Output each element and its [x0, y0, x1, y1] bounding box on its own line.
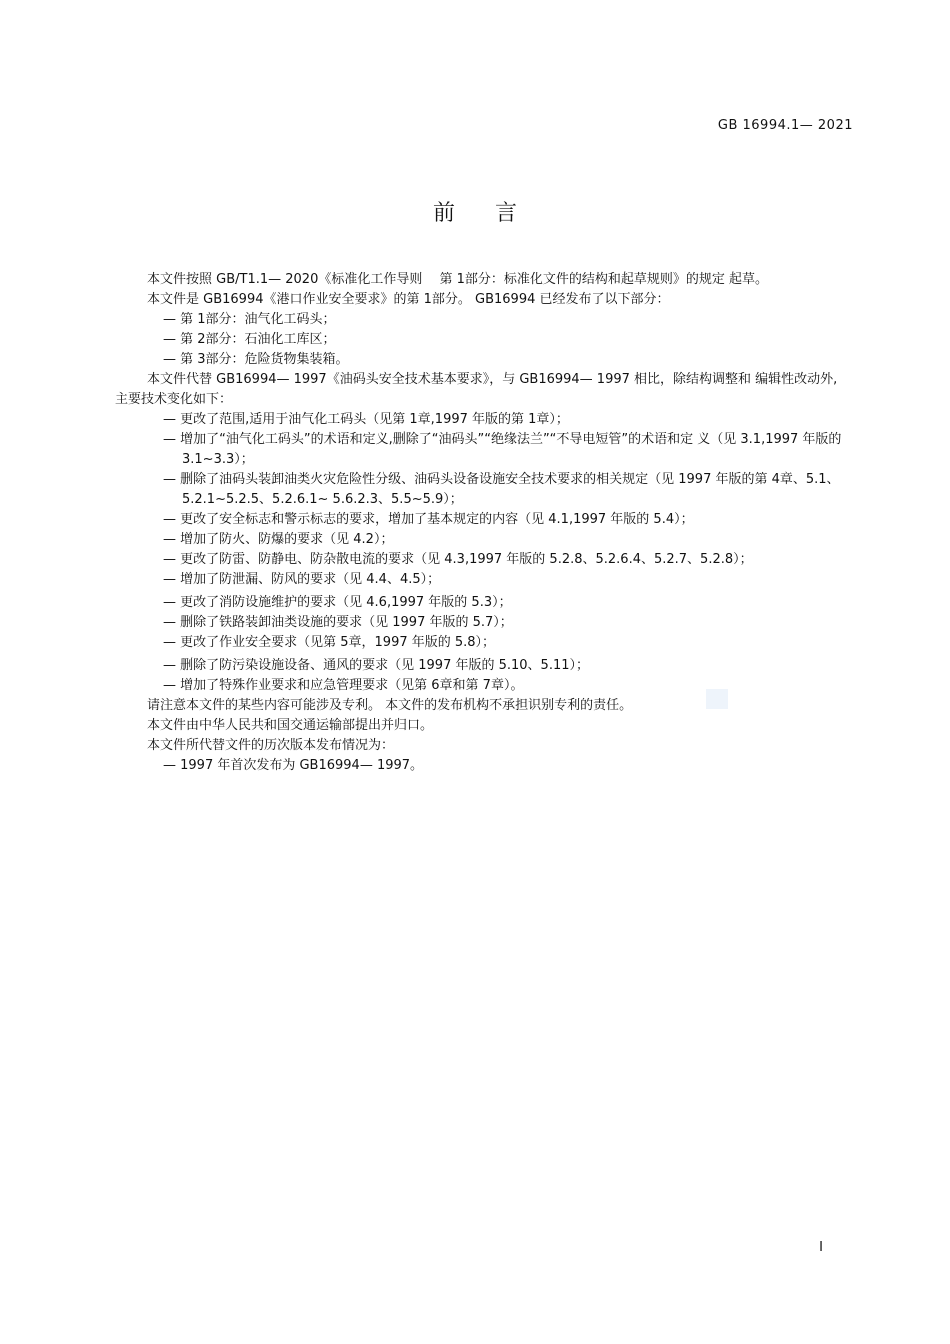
list-item-change: — 增加了特殊作业要求和应急管理要求（见第 6章和第 7章）。 — [163, 678, 524, 693]
paragraph-history: 本文件所代替文件的历次版本发布情况为： — [147, 738, 395, 753]
list-item-change: — 删除了油码头装卸油类火灾危险性分级、油码头设备设施安全技术要求的相关规定（见 1997 年版的第 4章、5.1、5.2.1~5.2.5、5.2.6.1~ 5.6.2.3、5.5~5.9）； — [163, 472, 840, 507]
list-item-history: — 1997 年首次发布为 GB16994— 1997。 — [163, 758, 424, 773]
foreword-body — [115, 270, 845, 776]
paragraph-patent-notice: 请注意本文件的某些内容可能涉及专利。 本文件的发布机构不承担识别专利的责任。 — [147, 698, 633, 713]
list-item-part-2: — 第 2部分：石油化工库区； — [163, 332, 336, 347]
list-item-change: — 更改了防雷、防静电、防杂散电流的要求（见 4.3,1997 年版的 5.2.8、5.2.6.4、5.2.7、5.2.8）； — [163, 552, 753, 567]
page-title: 前言 — [432, 201, 557, 226]
list-item-part-1: — 第 1部分：油气化工码头； — [163, 312, 336, 327]
paragraph-proposer: 本文件由中华人民共和国交通运输部提出并归口。 — [147, 718, 434, 733]
list-item-change: — 更改了消防设施维护的要求（见 4.6,1997 年版的 5.3）； — [163, 595, 512, 610]
list-item-change: — 删除了铁路装卸油类设施的要求（见 1997 年版的 5.7）； — [163, 615, 513, 630]
paragraph-drafting-rules: 本文件按照 GB/T1.1— 2020《标准化工作导则 第 1部分：标准化文件的结构和起草规则》的规定 起草。 — [147, 272, 769, 287]
list-item-change: — 增加了“油气化工码头”的术语和定义,删除了“油码头”“绝缘法兰”“不导电短管”的术语和定 义（见 3.1,1997 年版的 3.1~3.3）； — [163, 432, 842, 467]
list-item-change: — 更改了安全标志和警示标志的要求，增加了基本规定的内容（见 4.1,1997 年版的 5.4）； — [163, 512, 694, 527]
list-item-change: — 更改了作业安全要求（见第 5章，1997 年版的 5.8）； — [163, 635, 496, 650]
highlight-mark — [706, 689, 728, 709]
page-number: I — [819, 1240, 823, 1255]
list-item-change: — 增加了防火、防爆的要求（见 4.2）； — [163, 532, 394, 547]
list-item-change: — 增加了防泄漏、防风的要求（见 4.4、4.5）； — [163, 572, 441, 587]
document-code: GB 16994.1— 2021 — [717, 118, 853, 133]
list-item-part-3: — 第 3部分：危险货物集装箱。 — [163, 352, 349, 367]
paragraph-part-info: 本文件是 GB16994《港口作业安全要求》的第 1部分。 GB16994 已经发布了以下部分： — [147, 292, 670, 307]
paragraph-replacement: 本文件代替 GB16994— 1997《油码头安全技术基本要求》，与 GB16994— 1997 相比，除结构调整和 编辑性改动外,主要技术变化如下： — [115, 372, 838, 407]
list-item-change: — 更改了范围,适用于油气化工码头（见第 1章,1997 年版的第 1章）； — [163, 412, 569, 427]
list-item-change: — 删除了防污染设施设备、通风的要求（见 1997 年版的 5.10、5.11）； — [163, 658, 590, 673]
